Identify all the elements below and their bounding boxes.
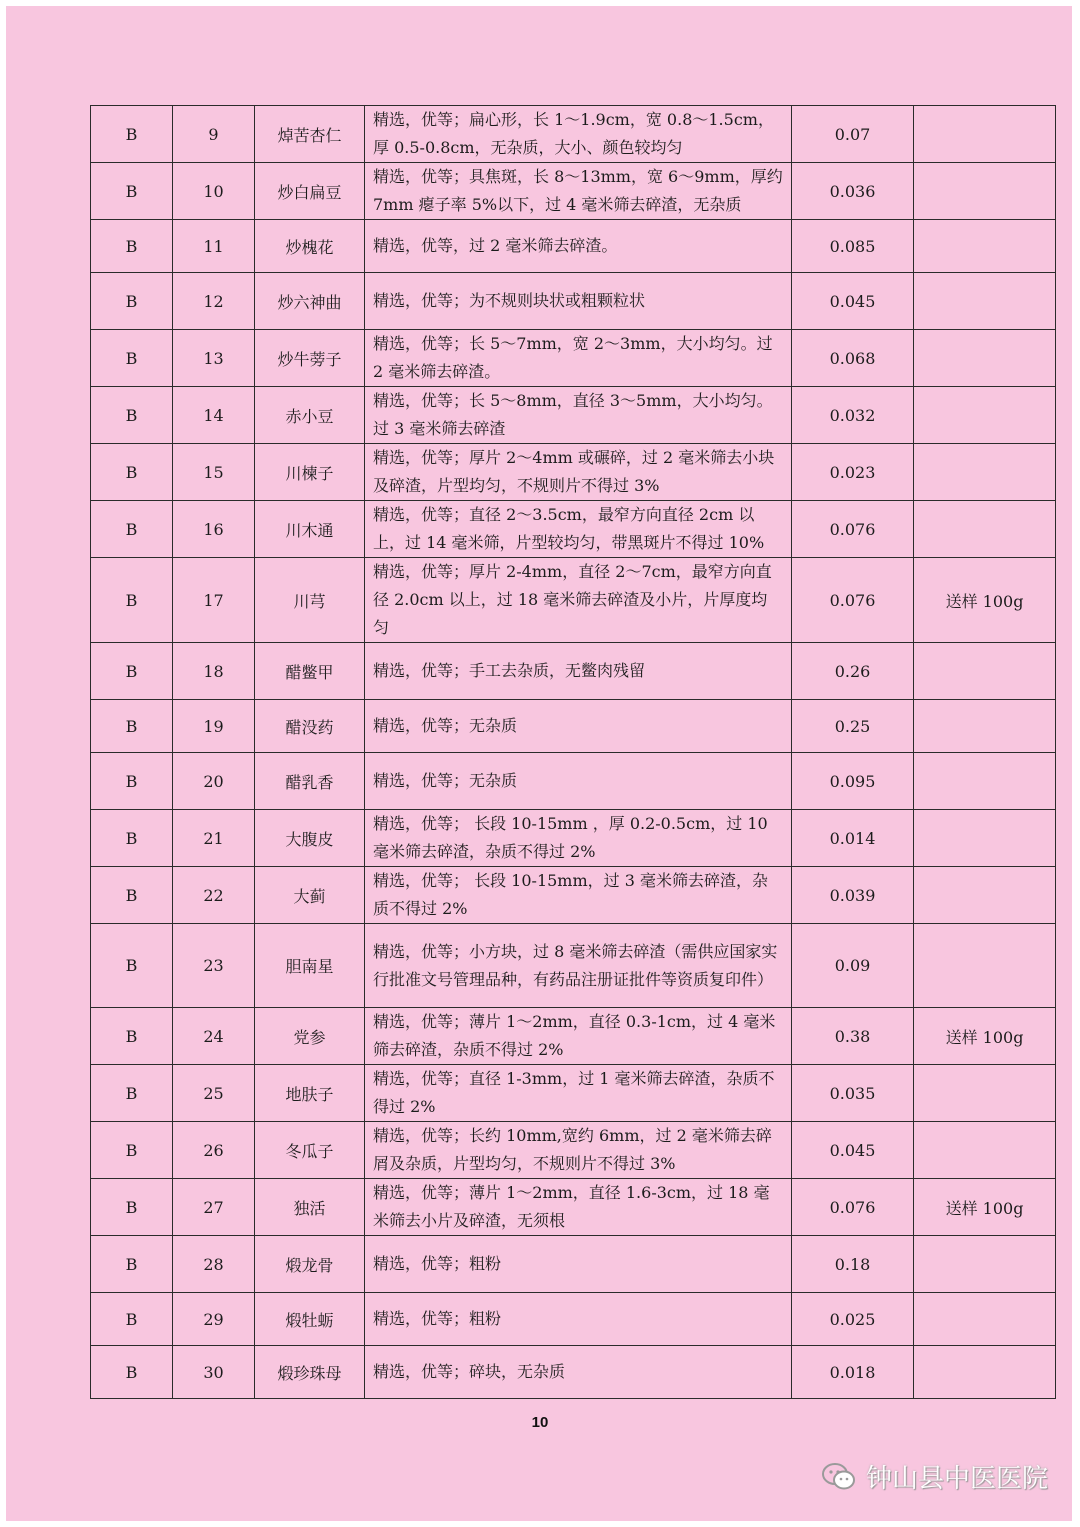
note-cell [914,924,1056,1008]
quantity-cell: 0.045 [792,273,914,330]
name-cell: 冬瓜子 [255,1122,365,1179]
description-cell: 精选，优等；无杂质 [365,753,792,810]
watermark-text: 钟山县中医医院 [865,1464,1048,1494]
grade-cell: B [91,867,173,924]
note-cell [914,810,1056,867]
name-cell: 炒六神曲 [255,273,365,330]
grade-cell: B [91,330,173,387]
name-cell: 独活 [255,1179,365,1236]
note-cell [914,1346,1056,1399]
description-cell: 精选，优等；粗粉 [365,1293,792,1346]
description-cell: 精选，优等；具焦斑，长 8～13mm，宽 6～9mm，厚约 7mm 瘪子率 5%以下，过 4 毫米筛去碎渣，无杂质 [365,163,792,220]
number-cell: 16 [173,501,255,558]
grade-cell: B [91,1346,173,1399]
number-cell: 14 [173,387,255,444]
description-cell: 精选，优等；无杂质 [365,700,792,753]
name-cell: 炒牛蒡子 [255,330,365,387]
number-cell: 23 [173,924,255,1008]
number-cell: 15 [173,444,255,501]
quantity-cell: 0.095 [792,753,914,810]
quantity-cell: 0.07 [792,106,914,163]
page-number: 10 [531,1414,549,1431]
note-cell [914,643,1056,700]
grade-cell: B [91,1065,173,1122]
grade-cell: B [91,1236,173,1293]
number-cell: 21 [173,810,255,867]
grade-cell: B [91,924,173,1008]
note-cell [914,1122,1056,1179]
quantity-cell: 0.035 [792,1065,914,1122]
name-cell: 焯苦杏仁 [255,106,365,163]
note-cell: 送样 100g [914,1179,1056,1236]
grade-cell: B [91,700,173,753]
note-cell: 送样 100g [914,1008,1056,1065]
quantity-cell: 0.09 [792,924,914,1008]
grade-cell: B [91,753,173,810]
name-cell: 炒槐花 [255,220,365,273]
table-row [91,1179,1056,1236]
grade-cell: B [91,501,173,558]
number-cell: 24 [173,1008,255,1065]
description-cell: 精选，优等；厚片 2～4mm 或碾碎，过 2 毫米筛去小块及碎渣，片型均匀，不规则片不得过 3% [365,444,792,501]
name-cell: 炒白扁豆 [255,163,365,220]
number-cell: 26 [173,1122,255,1179]
table-row [91,163,1056,220]
description-cell: 精选，优等；薄片 1～2mm，直径 1.6-3cm，过 18 毫米筛去小片及碎渣，无须根 [365,1179,792,1236]
note-cell [914,106,1056,163]
quantity-cell: 0.18 [792,1236,914,1293]
table-row [91,501,1056,558]
note-cell [914,1293,1056,1346]
quantity-cell: 0.045 [792,1122,914,1179]
name-cell: 醋鳖甲 [255,643,365,700]
number-cell: 22 [173,867,255,924]
name-cell: 煅牡蛎 [255,1293,365,1346]
table-row [91,753,1056,810]
table-row [91,867,1056,924]
table-row [91,558,1056,643]
name-cell: 胆南星 [255,924,365,1008]
name-cell: 醋乳香 [255,753,365,810]
grade-cell: B [91,106,173,163]
table-row [91,387,1056,444]
grade-cell: B [91,810,173,867]
grade-cell: B [91,1008,173,1065]
name-cell: 川芎 [255,558,365,643]
grade-cell: B [91,444,173,501]
description-cell: 精选，优等； 长段 10-15mm ，厚 0.2-0.5cm，过 10 毫米筛去碎渣，杂质不得过 2% [365,810,792,867]
grade-cell: B [91,163,173,220]
description-cell: 精选，优等；直径 1-3mm，过 1 毫米筛去碎渣，杂质不得过 2% [365,1065,792,1122]
quantity-cell: 0.38 [792,1008,914,1065]
grade-cell: B [91,1293,173,1346]
note-cell [914,330,1056,387]
number-cell: 12 [173,273,255,330]
note-cell [914,444,1056,501]
quantity-cell: 0.039 [792,867,914,924]
name-cell: 煅龙骨 [255,1236,365,1293]
name-cell: 大蓟 [255,867,365,924]
quantity-cell: 0.26 [792,643,914,700]
name-cell: 大腹皮 [255,810,365,867]
name-cell: 川木通 [255,501,365,558]
grade-cell: B [91,220,173,273]
quantity-cell: 0.036 [792,163,914,220]
number-cell: 18 [173,643,255,700]
quantity-cell: 0.076 [792,501,914,558]
quantity-cell: 0.25 [792,700,914,753]
note-cell [914,163,1056,220]
number-cell: 19 [173,700,255,753]
number-cell: 17 [173,558,255,643]
table-row [91,444,1056,501]
quantity-cell: 0.076 [792,558,914,643]
description-cell: 精选，优等；直径 2～3.5cm，最窄方向直径 2cm 以上，过 14 毫米筛，片型较均匀，带黑斑片不得过 10% [365,501,792,558]
number-cell: 29 [173,1293,255,1346]
note-cell [914,387,1056,444]
description-cell: 精选，优等；厚片 2-4mm，直径 2～7cm，最窄方向直径 2.0cm 以上，过 18 毫米筛去碎渣及小片，片厚度均匀 [365,558,792,643]
table-row [91,924,1056,1008]
number-cell: 13 [173,330,255,387]
table-row [91,273,1056,330]
description-cell: 精选，优等；扁心形，长 1～1.9cm，宽 0.8～1.5cm，厚 0.5-0.8cm，无杂质，大小、颜色较均匀 [365,106,792,163]
grade-cell: B [91,387,173,444]
note-cell [914,700,1056,753]
quantity-cell: 0.025 [792,1293,914,1346]
description-cell: 精选，优等； 长段 10-15mm，过 3 毫米筛去碎渣，杂质不得过 2% [365,867,792,924]
name-cell: 赤小豆 [255,387,365,444]
quantity-cell: 0.076 [792,1179,914,1236]
table-row [91,1008,1056,1065]
grade-cell: B [91,1122,173,1179]
description-cell: 精选，优等；粗粉 [365,1236,792,1293]
note-cell [914,273,1056,330]
number-cell: 27 [173,1179,255,1236]
number-cell: 10 [173,163,255,220]
grade-cell: B [91,273,173,330]
name-cell: 醋没药 [255,700,365,753]
table-row [91,643,1056,700]
watermark [822,1458,1048,1495]
note-cell [914,501,1056,558]
table-row [91,220,1056,273]
herb-spec-table [90,105,1056,1399]
table-row [91,1293,1056,1346]
table-row [91,700,1056,753]
quantity-cell: 0.018 [792,1346,914,1399]
description-cell: 精选，优等；薄片 1～2mm，直径 0.3-1cm，过 4 毫米筛去碎渣，杂质不得过 2% [365,1008,792,1065]
grade-cell: B [91,1179,173,1236]
table-row [91,330,1056,387]
description-cell: 精选，优等；长约 10mm,宽约 6mm，过 2 毫米筛去碎屑及杂质，片型均匀，不规则片不得过 3% [365,1122,792,1179]
grade-cell: B [91,558,173,643]
table-row [91,106,1056,163]
number-cell: 25 [173,1065,255,1122]
number-cell: 11 [173,220,255,273]
note-cell: 送样 100g [914,558,1056,643]
note-cell [914,220,1056,273]
quantity-cell: 0.023 [792,444,914,501]
description-cell: 精选，优等；手工去杂质，无鳖肉残留 [365,643,792,700]
description-cell: 精选，优等；小方块，过 8 毫米筛去碎渣（需供应国家实行批准文号管理品种，有药品注册证批件等资质复印件） [365,924,792,1008]
number-cell: 28 [173,1236,255,1293]
number-cell: 9 [173,106,255,163]
quantity-cell: 0.085 [792,220,914,273]
wechat-icon [822,1462,856,1492]
table-row [91,1065,1056,1122]
description-cell: 精选，优等；长 5～8mm，直径 3～5mm，大小均匀。过 3 毫米筛去碎渣 [365,387,792,444]
number-cell: 20 [173,753,255,810]
table-row [91,1346,1056,1399]
quantity-cell: 0.032 [792,387,914,444]
name-cell: 川楝子 [255,444,365,501]
table-row [91,1122,1056,1179]
number-cell: 30 [173,1346,255,1399]
description-cell: 精选，优等；长 5～7mm，宽 2～3mm，大小均匀。过 2 毫米筛去碎渣。 [365,330,792,387]
quantity-cell: 0.068 [792,330,914,387]
note-cell [914,753,1056,810]
name-cell: 煅珍珠母 [255,1346,365,1399]
description-cell: 精选，优等；为不规则块状或粗颗粒状 [365,273,792,330]
name-cell: 党参 [255,1008,365,1065]
table-row [91,810,1056,867]
note-cell [914,867,1056,924]
quantity-cell: 0.014 [792,810,914,867]
note-cell [914,1236,1056,1293]
note-cell [914,1065,1056,1122]
description-cell: 精选，优等；碎块，无杂质 [365,1346,792,1399]
name-cell: 地肤子 [255,1065,365,1122]
description-cell: 精选，优等，过 2 毫米筛去碎渣。 [365,220,792,273]
table-row [91,1236,1056,1293]
grade-cell: B [91,643,173,700]
